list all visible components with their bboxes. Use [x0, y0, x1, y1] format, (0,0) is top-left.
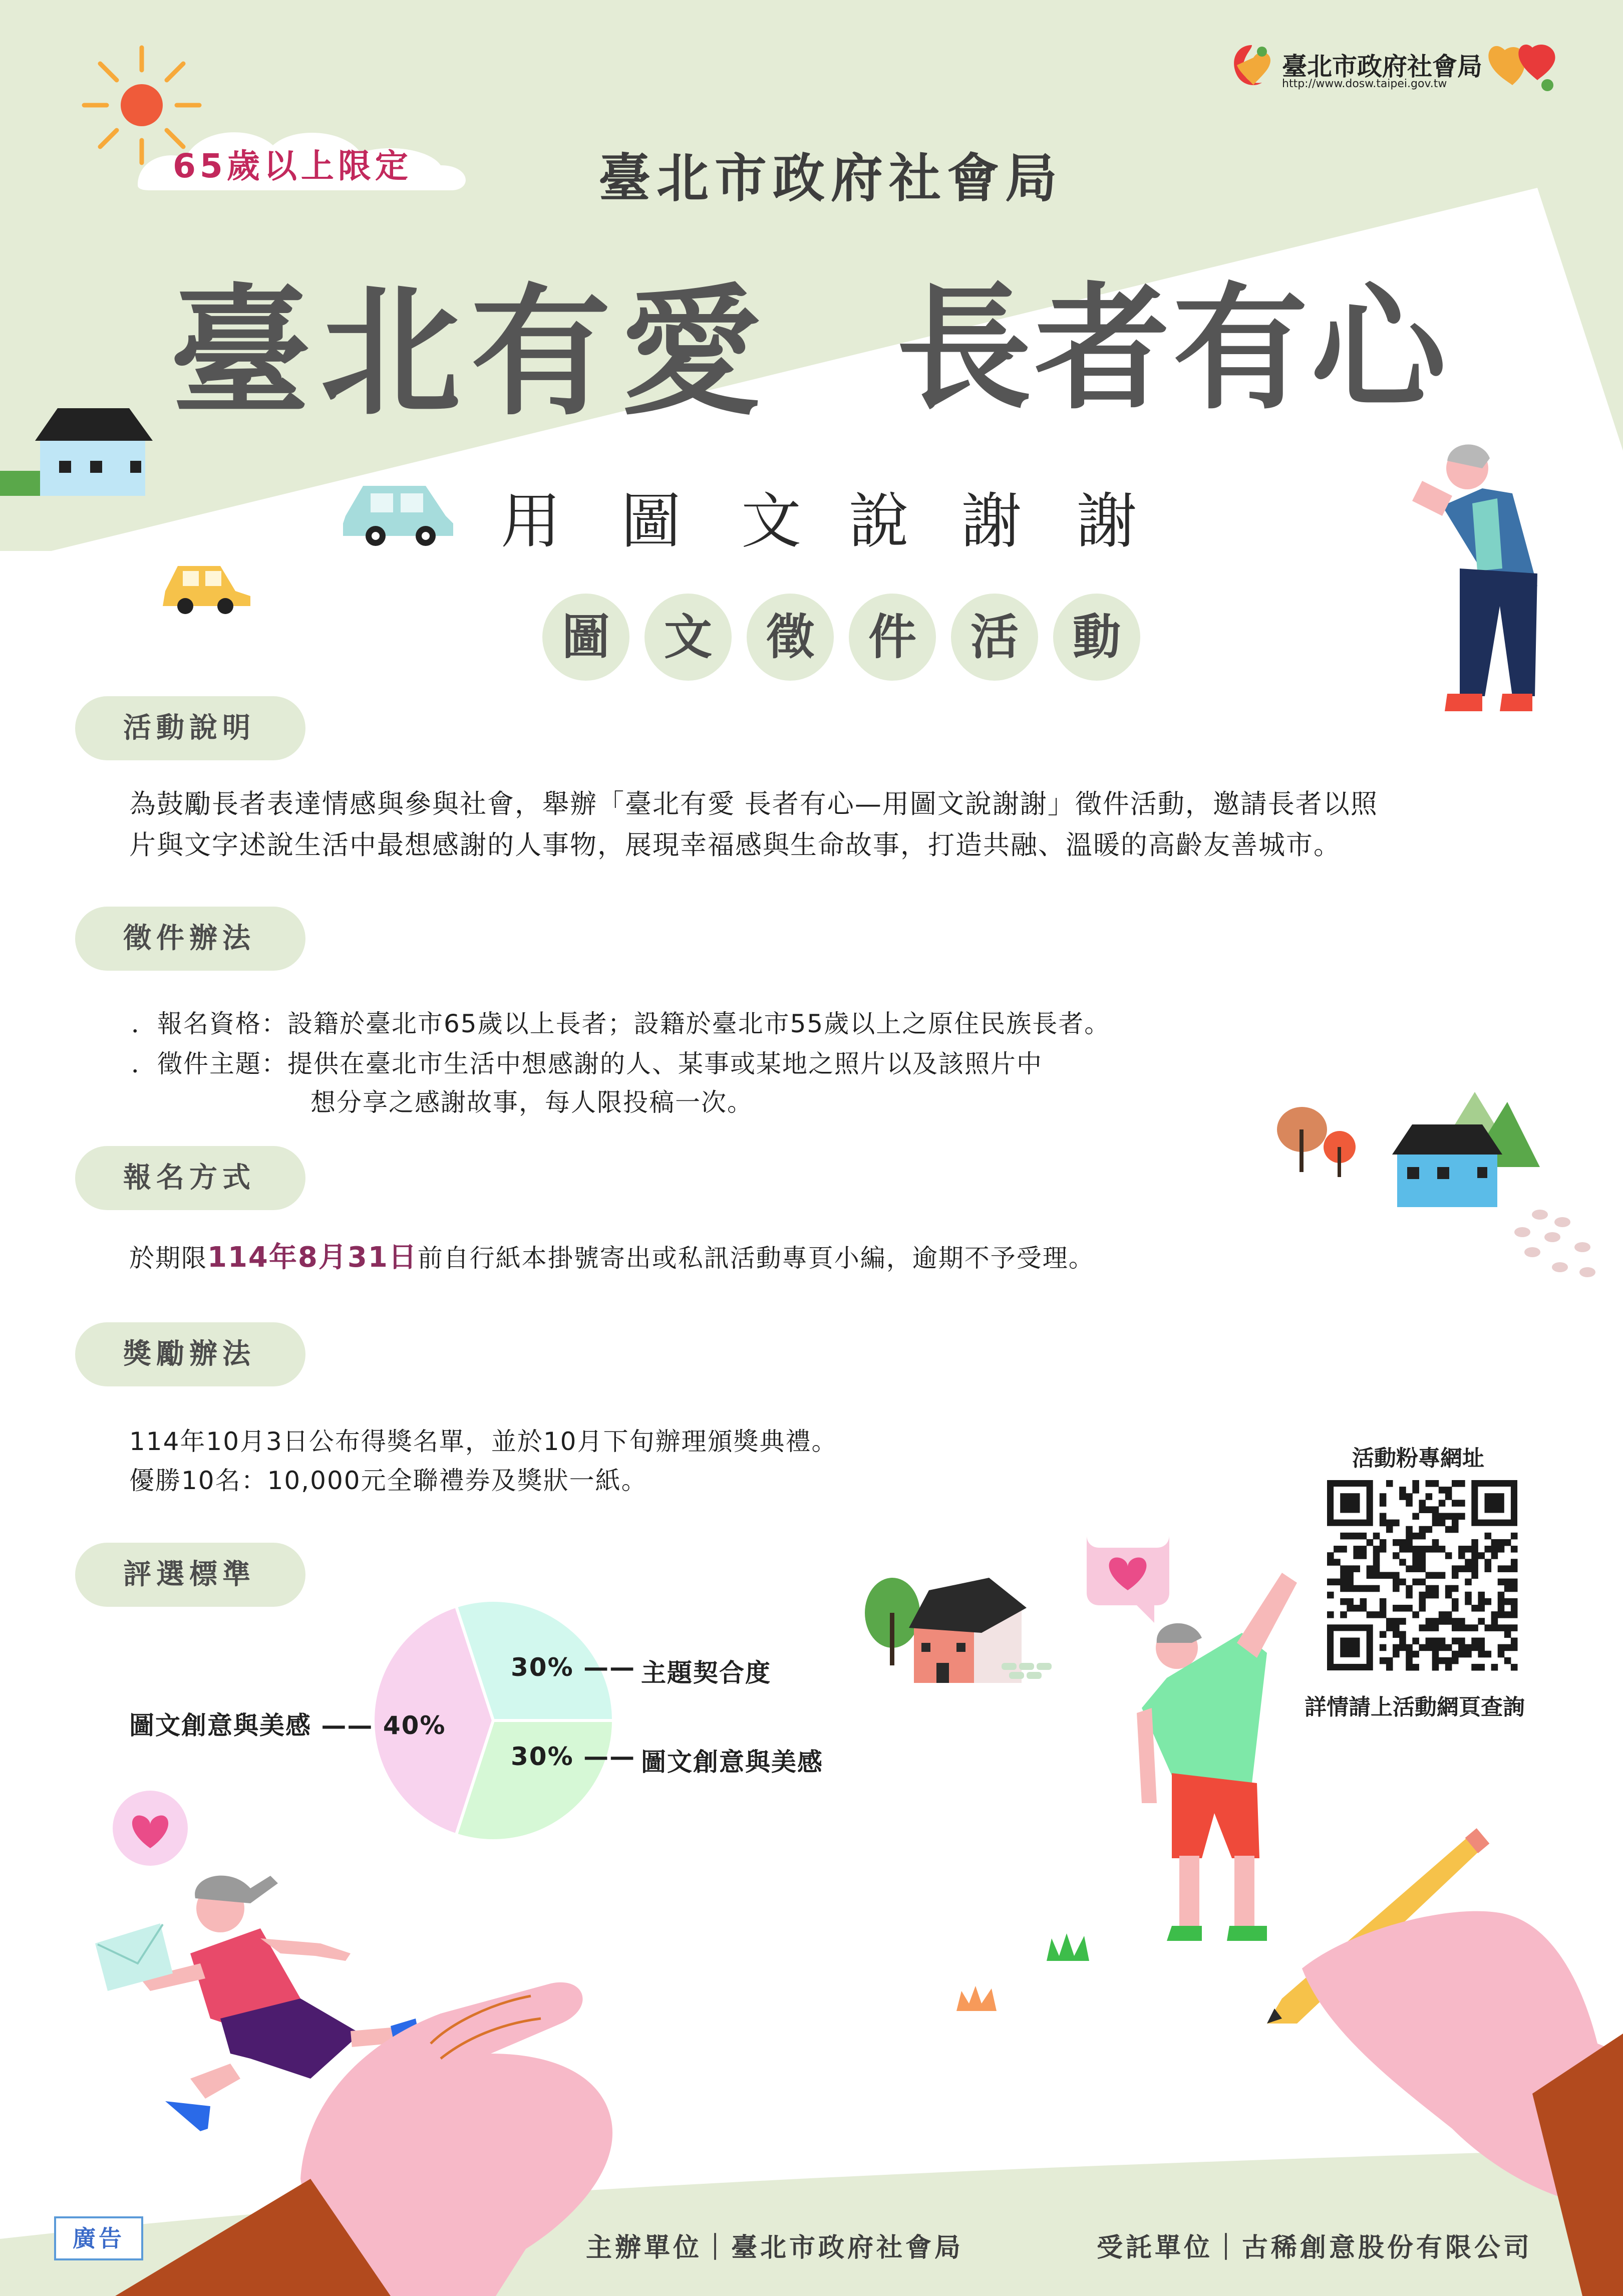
event-badge-char: 文 — [644, 594, 732, 681]
event-badge-char: 徵 — [747, 594, 834, 681]
about-line2: 片與文字述說生活中最想感謝的人事物，展現幸福感與生命故事，打造共融、溫暖的高齡友善城市。 — [129, 830, 1341, 860]
org-logo-icon — [1224, 38, 1279, 93]
woman-reaching-illustration — [1137, 1573, 1297, 1941]
method-item2: ．徵件主題：提供在臺北市生活中想感謝的人、某事或某地之照片以及該照片中 — [131, 1049, 1043, 1078]
subtitle-char: 用 — [501, 487, 561, 556]
about-line1: 為鼓勵長者表達情感與參與社會，舉辦「臺北有愛 長者有心—用圖文說謝謝」徵件活動，邀請長者以照 — [129, 789, 1378, 819]
tree-and-house-illustration — [865, 1578, 1052, 1683]
event-badge-char: 件 — [849, 594, 936, 681]
org-logo-name: 臺北市政府社會局 — [1282, 52, 1482, 81]
qr-title: 活動粉專網址 — [1352, 1446, 1484, 1471]
section-heading-criteria: 評選標準 — [75, 1543, 305, 1607]
method-item2-continued: 想分享之感謝故事，每人限投稿一次。 — [310, 1088, 753, 1117]
event-badge-char: 圖 — [542, 594, 629, 681]
age-badge: 65歲以上限定 — [173, 147, 412, 185]
heart-bubble-icon-left — [113, 1791, 188, 1866]
signup-suffix: 前自行紙本掛號寄出或私訊活動專頁小編，逾期不予受理。 — [417, 1244, 1095, 1273]
footer-contractor: 受託單位｜古稀創意股份有限公司 — [1097, 2233, 1533, 2263]
subtitle-char: 謝 — [961, 487, 1022, 556]
qr-caption: 詳情請上活動網頁查詢 — [1305, 1694, 1525, 1720]
pie-label-top-percent: 30% —— — [511, 1653, 636, 1682]
main-title-part2: 長者有心 — [896, 270, 1449, 428]
trees-and-house-illustration — [1277, 1092, 1540, 1207]
qr-code — [1322, 1475, 1522, 1675]
heart-logo-icon — [1485, 35, 1565, 95]
subtitle-char: 文 — [741, 487, 801, 556]
grass-icon-orange — [956, 1986, 997, 2011]
awards-line1: 114年10月3日公布得獎名單，並於10月下旬辦理頒獎典禮。 — [129, 1427, 838, 1456]
event-badge-char: 活 — [951, 594, 1038, 681]
org-logo — [1224, 38, 1482, 98]
event-badge-char: 動 — [1053, 594, 1140, 681]
subtitle-char: 圖 — [621, 487, 681, 556]
section-heading-signup: 報名方式 — [75, 1146, 305, 1210]
org-title: 臺北市政府社會局 — [598, 148, 1064, 209]
org-logo-url: http://www.dosw.taipei.gov.tw — [1282, 78, 1447, 90]
grass-icon — [1047, 1933, 1089, 1961]
footer-organizer: 主辦單位｜臺北市政府社會局 — [586, 2233, 964, 2263]
subtitle-char: 謝 — [1077, 487, 1137, 556]
awards-line2: 優勝10名：10,000元全聯禮券及獎狀一紙。 — [129, 1466, 647, 1495]
signup-text — [129, 1237, 1095, 1279]
section-heading-about: 活動說明 — [75, 696, 305, 760]
pie-label-left: 圖文創意與美感 —— 40% — [129, 1711, 446, 1740]
subtitle-char: 說 — [849, 487, 909, 556]
heart-bubble-icon — [1087, 1535, 1169, 1623]
decorative-dots — [1514, 1210, 1595, 1277]
partner-logo — [1485, 35, 1565, 95]
pie-label-top-name: 主題契合度 — [641, 1658, 771, 1687]
section-heading-method: 徵件辦法 — [75, 907, 305, 971]
ad-label: 廣告 — [54, 2216, 143, 2260]
section-heading-awards: 獎勵辦法 — [75, 1322, 305, 1386]
method-item1: ．報名資格：設籍於臺北市65歲以上長者；設籍於臺北市55歲以上之原住民族長者。 — [131, 1009, 1111, 1038]
signup-deadline: 114年8月31日 — [207, 1241, 418, 1274]
signup-prefix: 於期限 — [129, 1244, 207, 1273]
main-title-part1: 臺北有愛 — [170, 271, 771, 435]
pie-label-bottom-percent: 30% —— — [511, 1742, 636, 1771]
pie-label-bottom-name: 圖文創意與美感 — [641, 1748, 823, 1777]
